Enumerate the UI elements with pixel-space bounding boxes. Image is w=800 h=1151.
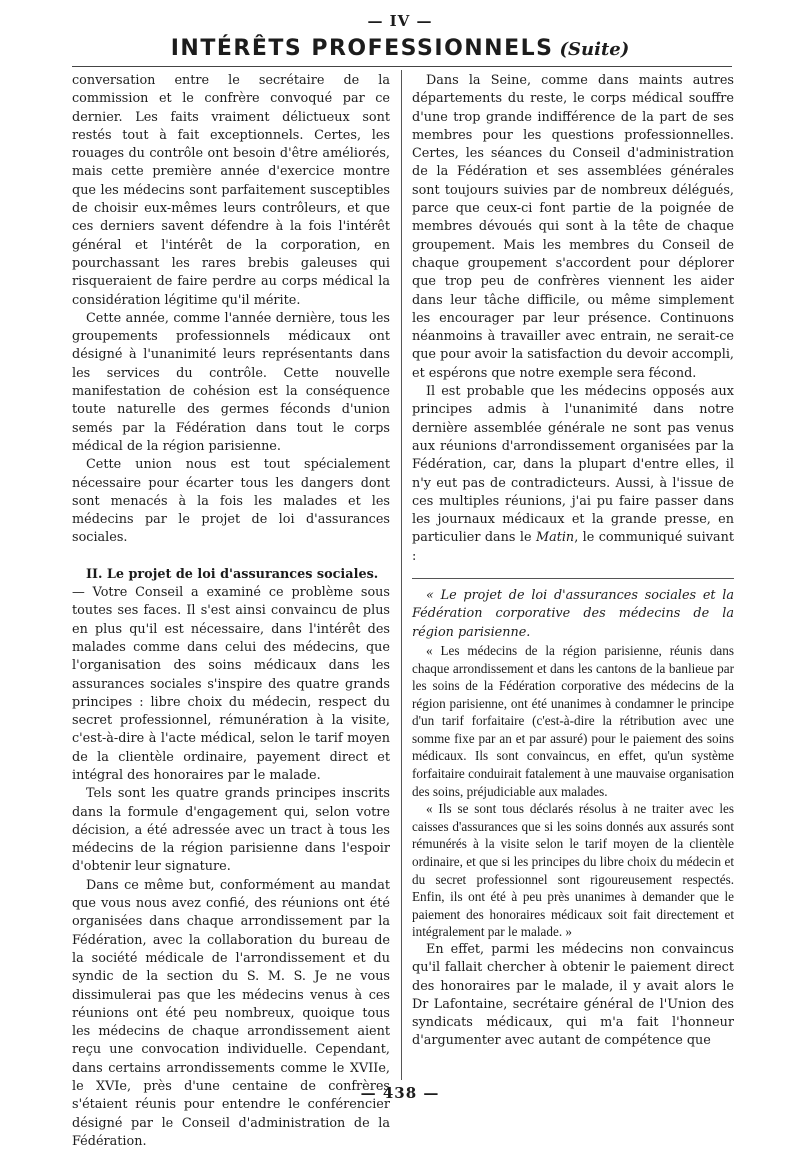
- left-paragraph-5: Tels sont les quatre grands principes inscrits dans la formule d'engagement qui, selon votre décision, a été adressée avec un tract à tous les médecins de la région parisienne dans l'espoir d'obtenir leur signature.: [72, 786, 390, 875]
- page-number: — 438 —: [360, 1084, 440, 1102]
- left-paragraph-6: Dans ce même but, conformément au mandat que vous nous avez confié, des réunions ont été organisées dans chaque arrondissement par la Fédération, avec la collaboration du bureau de la société médicale de l'arrondissement et du syndic de la section du S. M. S. Je ne vous dissimulerai pas que les médecins venus à ces réunions ont été peu nombreux, quoique tous les médecins de chaque arrondissement aient reçu une convocation individuelle. Cependant, dans certains arrondissements comme le XVIIe, le XVIe, près d'une centaine de confrères s'étaient réunis pour entendre le conférencier désigné par le Conseil d'administration de la Fédération.: [72, 877, 390, 1149]
- left-paragraph-1: conversation entre le secrétaire de la commission et le confrère convoqué par ce dernier. Les faits vraiment délictueux sont restés tout à fait exceptionnels. Certes, les rouages du contrôle ont besoin d'être améliorés, mais cette première année d'exercice montre que les médecins sont parfaitement susceptibles de choisir eux-mêmes leurs contrôleurs, et que ces derniers savent défendre à la fois l'intérêt général et l'intérêt de la corporation, en pourchassant les rares brebis galeuses qui risqueraient de faire perdre au corps médical la considération légitime qu'il mérite.: [72, 73, 390, 308]
- running-title: [0, 36, 800, 61]
- section-number: — IV —: [367, 12, 433, 30]
- quote-title: « Le projet de loi d'assurances sociales et la Fédération corporative des médecins de la région parisienne.: [412, 588, 734, 640]
- title-suffix: (Suite): [559, 39, 630, 60]
- left-column: [72, 72, 390, 1151]
- right-column: [412, 72, 734, 1051]
- newspaper-name: Matin: [535, 530, 575, 546]
- left-paragraph-4: — Votre Conseil a examiné ce problème sous toutes ses faces. Il s'est ainsi convaincu de plus en plus qu'il est nécessaire, dans l'intérêt des malades comme dans celui des médecins, que l'organisation des soins médicaux dans les assurances sociales s'inspire des quatre grands principes : libre choix du médecin, respect du secret professionnel, rémunération à la visite, c'est-à-dire à l'acte médical, selon le tarif moyen de la clientèle ordinaire, payement direct et intégral des honoraires par le malade.: [72, 585, 390, 783]
- quote-paragraph-2: « Ils se sont tous déclarés résolus à ne traiter avec les caisses d'assurances que si les soins donnés aux assurés sont rémunérés à la visite selon le tarif moyen de la clientèle ordinaire, et que si les principes du libre choix du médecin et du secret professionnel sont rigoureusement respectés. Enfin, ils ont été à peu près unanimes à demander que le paiement des honoraires médicaux soit fait directement et intégralement par le malade. »: [412, 801, 734, 940]
- right-paragraph-3: En effet, parmi les médecins non convaincus qu'il fallait chercher à obtenir le paiement direct des honoraires par le malade, il y avait alors le Dr Lafontaine, secrétaire général de l'Union des syndicats médicaux, qui m'a fait l'honneur d'argumenter avec autant de compétence que: [412, 942, 734, 1049]
- right-paragraph-1: Dans la Seine, comme dans maints autres départements du reste, le corps médical souffre d'une trop grande indifférence de la part de ses membres pour les questions professionnelles. Certes, les séances du Conseil d'administration de la Fédération et ses assemblées générales sont toujours suivies par de nombreux délégués, parce que ceux-ci font partie de la poignée de membres dévoués qui sont à la tête de chaque groupement. Mais les membres du Conseil de chaque groupement s'accordent pour déplorer que trop peu de confrères viennent les aider dans leur tâche difficile, ou même simplement les encourager par leur présence. Continuons néanmoins à travailler avec entrain, ne serait-ce que pour avoir la satisfaction du devoir accompli, et espérons que notre exemple sera fécond.: [412, 73, 734, 381]
- left-paragraph-2: Cette année, comme l'année dernière, tous les groupements professionnels médicaux ont désigné à l'unanimité leurs représentants dans les services du contrôle. Cette nouvelle manifestation de cohésion est la conséquence toute naturelle des germes féconds d'union semés par la Fédération dans tout le corps médical de la région parisienne.: [72, 310, 390, 454]
- section-heading: II. Le projet de loi d'assurances sociales.: [86, 566, 379, 582]
- right-paragraph-2-end: , le communiqué suivant :: [412, 530, 734, 564]
- quote-separator: [412, 578, 734, 579]
- column-divider: [401, 70, 402, 1080]
- right-paragraph-2-text: Il est probable que les médecins opposés aux principes admis à l'unanimité dans notre dernière assemblée générale ne sont pas venus aux réunions d'arrondissement organisées par la Fédération, car, dans la plupart d'entre elles, il n'y eut pas de contradicteurs. Aussi, à l'issue de ces multiples réunions, j'ai pu faire passer dans les journaux médicaux et la grande presse, en particulier dans le: [412, 384, 734, 546]
- left-paragraph-3: Cette union nous est tout spécialement nécessaire pour écarter tous les dangers dont sont menacés à la fois les malades et les médecins par le projet de loi d'assurances sociales.: [72, 457, 390, 546]
- right-paragraph-2: [412, 383, 734, 566]
- quote-paragraph-1: « Les médecins de la région parisienne, réunis dans chaque arrondissement et dans les cantons de la banlieue par les soins de la Fédération corporative des médecins de la région parisienne, ont été unanimes à condamner le principe d'un tarif forfaitaire (c'est-à-dire la rétribution avec une somme fixe par an et par assuré) pour le paiement des soins médicaux. Ils sont convaincus, en effet, qu'un système forfaitaire conduirait fatalement à une mauvaise organisation des soins, préjudiciable aux malades.: [412, 642, 734, 799]
- header-rule: [72, 66, 732, 67]
- title-text: INTÉRÊTS PROFESSIONNELS: [170, 36, 554, 61]
